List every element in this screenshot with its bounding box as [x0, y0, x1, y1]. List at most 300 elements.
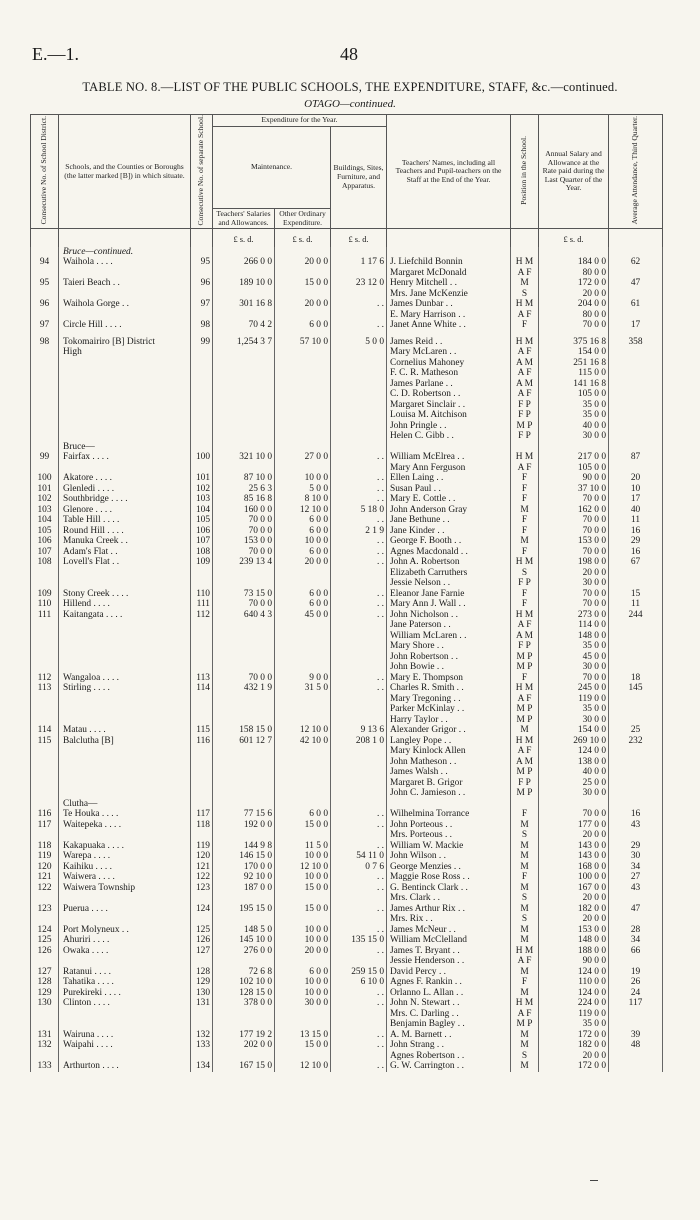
annual-salary: 30 0 0 [539, 788, 609, 799]
annual-salary: 224 0 0 [539, 998, 609, 1009]
buildings-amount [331, 310, 387, 321]
district-number: 98 [31, 337, 59, 348]
position: M [511, 820, 539, 831]
school-number: 98 [191, 320, 213, 331]
school-number [191, 310, 213, 321]
teacher-name: William W. Mackie [387, 841, 511, 852]
teacher-name: Mary Ann Ferguson [387, 463, 511, 474]
unit-annual-salary: £ s. d. [539, 229, 609, 247]
other-amount [275, 358, 331, 369]
position: S [511, 289, 539, 300]
school-number: 113 [191, 673, 213, 684]
header-teachers: Teachers' Names, including all Teachers and Pupil-teachers on the Staff at the End of the Year. [387, 115, 511, 229]
salaries-amount [213, 289, 275, 300]
other-amount: 6 0 0 [275, 320, 331, 331]
table-row [31, 610, 663, 621]
buildings-amount [331, 463, 387, 474]
other-amount [275, 463, 331, 474]
school-number: 101 [191, 473, 213, 484]
school-name [59, 431, 191, 442]
teacher-name: James Parlane . . [387, 379, 511, 390]
table-row [31, 977, 663, 988]
salaries-amount: 189 10 0 [213, 278, 275, 289]
salaries-amount: 153 0 0 [213, 536, 275, 547]
buildings-amount: 0 7 6 [331, 862, 387, 873]
other-amount [275, 568, 331, 579]
school-name: Kaitangata . . . . [59, 610, 191, 621]
school-name [59, 652, 191, 663]
teacher-name [387, 799, 511, 810]
attendance: 16 [609, 547, 663, 558]
other-amount: 20 0 0 [275, 299, 331, 310]
annual-salary: 245 0 0 [539, 683, 609, 694]
salaries-amount: 87 10 0 [213, 473, 275, 484]
salaries-amount [213, 431, 275, 442]
school-number [191, 914, 213, 925]
attendance: 48 [609, 1040, 663, 1051]
school-name: Purekireki . . . . [59, 988, 191, 999]
school-number [191, 631, 213, 642]
annual-salary: 105 0 0 [539, 389, 609, 400]
attendance [609, 389, 663, 400]
other-amount: 6 0 0 [275, 547, 331, 558]
teacher-name: Margaret B. Grigor [387, 778, 511, 789]
annual-salary: 70 0 0 [539, 599, 609, 610]
teacher-name: Jane Bethune . . [387, 515, 511, 526]
annual-salary: 20 0 0 [539, 1051, 609, 1062]
position: F P [511, 400, 539, 411]
position: A M [511, 358, 539, 369]
salaries-amount [213, 631, 275, 642]
position: H M [511, 610, 539, 621]
school-name [59, 746, 191, 757]
annual-salary: 35 0 0 [539, 641, 609, 652]
attendance: 117 [609, 998, 663, 1009]
annual-salary: 167 0 0 [539, 883, 609, 894]
teacher-name: John Bowie . . [387, 662, 511, 673]
salaries-amount [213, 830, 275, 841]
annual-salary: 143 0 0 [539, 841, 609, 852]
buildings-amount: . . [331, 589, 387, 600]
buildings-amount: . . [331, 484, 387, 495]
buildings-amount [331, 830, 387, 841]
table-row [31, 799, 663, 810]
attendance [609, 788, 663, 799]
table-row [31, 673, 663, 684]
school-name [59, 1019, 191, 1030]
salaries-amount: 70 0 0 [213, 515, 275, 526]
other-amount [275, 914, 331, 925]
attendance [609, 247, 663, 258]
district-number [31, 368, 59, 379]
table-row [31, 788, 663, 799]
school-name [59, 368, 191, 379]
district-number [31, 799, 59, 810]
school-name [59, 268, 191, 279]
school-name: Kakapuaka . . . . [59, 841, 191, 852]
salaries-amount [213, 757, 275, 768]
teacher-name: John Nicholson . . [387, 610, 511, 621]
annual-salary: 182 0 0 [539, 904, 609, 915]
teacher-name: William McElrea . . [387, 452, 511, 463]
teacher-name: Elizabeth Carruthers [387, 568, 511, 579]
teacher-name: John Strang . . [387, 1040, 511, 1051]
school-number: 95 [191, 257, 213, 268]
district-number [31, 347, 59, 358]
annual-salary [539, 799, 609, 810]
teacher-name: James Arthur Rix . . [387, 904, 511, 915]
position: M P [511, 704, 539, 715]
school-number [191, 715, 213, 726]
attendance: 61 [609, 299, 663, 310]
table-row [31, 694, 663, 705]
district-number [31, 757, 59, 768]
district-number [31, 289, 59, 300]
teacher-name: Ellen Laing . . [387, 473, 511, 484]
school-name: Waihola . . . . [59, 257, 191, 268]
attendance: 16 [609, 809, 663, 820]
school-name [59, 631, 191, 642]
attendance [609, 578, 663, 589]
salaries-amount: 640 4 3 [213, 610, 275, 621]
school-name [59, 715, 191, 726]
attendance: 29 [609, 536, 663, 547]
attendance: 29 [609, 841, 663, 852]
buildings-amount: 54 11 0 [331, 851, 387, 862]
position: F P [511, 641, 539, 652]
teacher-name: Janet Anne White . . [387, 320, 511, 331]
position: M [511, 967, 539, 978]
annual-salary: 177 0 0 [539, 820, 609, 831]
position: H M [511, 557, 539, 568]
attendance [609, 442, 663, 453]
table-row [31, 473, 663, 484]
attendance [609, 757, 663, 768]
other-amount [275, 799, 331, 810]
buildings-amount: . . [331, 599, 387, 610]
position: F P [511, 410, 539, 421]
school-name: Tokomairiro [B] District [59, 337, 191, 348]
district-number: 100 [31, 473, 59, 484]
other-amount [275, 778, 331, 789]
buildings-amount: . . [331, 610, 387, 621]
table-subtitle: OTAGO—continued. [304, 98, 396, 110]
attendance: 17 [609, 494, 663, 505]
school-number [191, 778, 213, 789]
school-number [191, 289, 213, 300]
table-row [31, 830, 663, 841]
table-row [31, 841, 663, 852]
other-amount [275, 1051, 331, 1062]
buildings-amount [331, 893, 387, 904]
other-amount: 9 0 0 [275, 673, 331, 684]
table-row [31, 820, 663, 831]
attendance [609, 1061, 663, 1072]
school-number: 115 [191, 725, 213, 736]
other-amount: 15 0 0 [275, 883, 331, 894]
other-amount [275, 746, 331, 757]
salaries-amount [213, 746, 275, 757]
table-row [31, 1030, 663, 1041]
teacher-name: G. Bentinck Clark . . [387, 883, 511, 894]
other-amount: 45 0 0 [275, 610, 331, 621]
school-name: Owaka . . . . [59, 946, 191, 957]
position: F [511, 494, 539, 505]
annual-salary: 269 10 0 [539, 736, 609, 747]
district-number [31, 358, 59, 369]
school-name: High [59, 347, 191, 358]
teacher-name: C. D. Robertson . . [387, 389, 511, 400]
school-name: Bruce— [59, 442, 191, 453]
table-row [31, 463, 663, 474]
salaries-amount: 177 19 2 [213, 1030, 275, 1041]
other-amount: 10 0 0 [275, 925, 331, 936]
school-name: Puerua . . . . [59, 904, 191, 915]
annual-salary: 375 16 8 [539, 337, 609, 348]
position: A M [511, 757, 539, 768]
district-number [31, 694, 59, 705]
school-number [191, 410, 213, 421]
district-number: 120 [31, 862, 59, 873]
buildings-amount [331, 641, 387, 652]
position: M P [511, 421, 539, 432]
school-name [59, 914, 191, 925]
buildings-amount [331, 914, 387, 925]
attendance: 43 [609, 883, 663, 894]
annual-salary: 70 0 0 [539, 320, 609, 331]
district-number: 116 [31, 809, 59, 820]
salaries-amount: 202 0 0 [213, 1040, 275, 1051]
district-number: 127 [31, 967, 59, 978]
school-number [191, 463, 213, 474]
district-number: 128 [31, 977, 59, 988]
school-name: Akatore . . . . [59, 473, 191, 484]
district-number: 115 [31, 736, 59, 747]
other-amount: 12 10 0 [275, 1061, 331, 1072]
teacher-name [387, 247, 511, 258]
buildings-amount: . . [331, 536, 387, 547]
other-amount: 12 10 0 [275, 862, 331, 873]
position: M P [511, 767, 539, 778]
position [511, 247, 539, 258]
position: A M [511, 379, 539, 390]
teacher-name: John Wilson . . [387, 851, 511, 862]
attendance: 66 [609, 946, 663, 957]
table-row [31, 358, 663, 369]
table-row [31, 904, 663, 915]
salaries-amount: 160 0 0 [213, 505, 275, 516]
attendance: 67 [609, 557, 663, 568]
district-number: 112 [31, 673, 59, 684]
buildings-amount [331, 1051, 387, 1062]
table-row [31, 268, 663, 279]
attendance [609, 1051, 663, 1062]
teacher-name: John A. Robertson [387, 557, 511, 568]
other-amount: 6 0 0 [275, 589, 331, 600]
table-header [31, 115, 663, 247]
school-number: 111 [191, 599, 213, 610]
other-amount: 30 0 0 [275, 998, 331, 1009]
salaries-amount: 72 6 8 [213, 967, 275, 978]
school-number [191, 652, 213, 663]
salaries-amount: 148 5 0 [213, 925, 275, 936]
buildings-amount: . . [331, 872, 387, 883]
table-row [31, 778, 663, 789]
teacher-name: Wilhelmina Torrance [387, 809, 511, 820]
table-row [31, 289, 663, 300]
school-number: 108 [191, 547, 213, 558]
annual-salary: 70 0 0 [539, 589, 609, 600]
other-amount: 20 0 0 [275, 946, 331, 957]
annual-salary: 182 0 0 [539, 1040, 609, 1051]
salaries-amount: 70 4 2 [213, 320, 275, 331]
school-name [59, 379, 191, 390]
school-number [191, 389, 213, 400]
school-number: 114 [191, 683, 213, 694]
attendance: 43 [609, 820, 663, 831]
buildings-amount: . . [331, 820, 387, 831]
teacher-name: James T. Bryant . . [387, 946, 511, 957]
unit-other: £ s. d. [275, 229, 331, 247]
teacher-name: Jessie Nelson . . [387, 578, 511, 589]
salaries-amount [213, 778, 275, 789]
table-row [31, 526, 663, 537]
school-number [191, 442, 213, 453]
school-number: 123 [191, 883, 213, 894]
position: M [511, 1030, 539, 1041]
attendance: 17 [609, 320, 663, 331]
other-amount [275, 631, 331, 642]
school-number: 134 [191, 1061, 213, 1072]
school-name: Waipahi . . . . [59, 1040, 191, 1051]
school-number [191, 431, 213, 442]
other-amount: 57 10 0 [275, 337, 331, 348]
other-amount: 10 0 0 [275, 872, 331, 883]
annual-salary: 30 0 0 [539, 431, 609, 442]
position: M [511, 904, 539, 915]
school-name [59, 620, 191, 631]
header-expenditure: Expenditure for the Year. [213, 115, 387, 127]
other-amount: 6 0 0 [275, 967, 331, 978]
annual-salary: 143 0 0 [539, 851, 609, 862]
table-row [31, 547, 663, 558]
salaries-amount [213, 389, 275, 400]
school-number: 102 [191, 484, 213, 495]
salaries-amount [213, 914, 275, 925]
annual-salary: 172 0 0 [539, 1061, 609, 1072]
table-row [31, 746, 663, 757]
district-number: 109 [31, 589, 59, 600]
attendance: 24 [609, 988, 663, 999]
teacher-name: John Matheson . . [387, 757, 511, 768]
teacher-name: Parker McKinlay . . [387, 704, 511, 715]
table-row [31, 557, 663, 568]
table-row [31, 368, 663, 379]
salaries-amount: 70 0 0 [213, 673, 275, 684]
district-number: 125 [31, 935, 59, 946]
school-name: Waitepeka . . . . [59, 820, 191, 831]
school-number [191, 662, 213, 673]
buildings-amount: . . [331, 883, 387, 894]
position: M [511, 725, 539, 736]
other-amount [275, 379, 331, 390]
district-number: 99 [31, 452, 59, 463]
attendance [609, 620, 663, 631]
buildings-amount: 5 18 0 [331, 505, 387, 516]
position: A F [511, 746, 539, 757]
attendance [609, 767, 663, 778]
school-name: Matau . . . . [59, 725, 191, 736]
document-reference: E.—1. [32, 44, 79, 64]
annual-salary: 124 0 0 [539, 967, 609, 978]
attendance [609, 694, 663, 705]
district-number [31, 400, 59, 411]
school-number: 125 [191, 925, 213, 936]
salaries-amount: 321 10 0 [213, 452, 275, 463]
buildings-amount: 9 13 6 [331, 725, 387, 736]
unit-salaries: £ s. d. [213, 229, 275, 247]
table-row [31, 1040, 663, 1051]
school-name: Adam's Flat . . [59, 547, 191, 558]
position: A F [511, 956, 539, 967]
annual-salary: 119 0 0 [539, 694, 609, 705]
school-name: Te Houka . . . . [59, 809, 191, 820]
annual-salary: 217 0 0 [539, 452, 609, 463]
salaries-amount: 158 15 0 [213, 725, 275, 736]
page-mark [590, 1180, 598, 1181]
school-name: Lovell's Flat . . [59, 557, 191, 568]
table-row [31, 505, 663, 516]
school-name: Southbridge . . . . [59, 494, 191, 505]
position: A M [511, 631, 539, 642]
teacher-name: Margaret McDonald [387, 268, 511, 279]
school-name: Round Hill . . . . [59, 526, 191, 537]
teacher-name: James Reid . . [387, 337, 511, 348]
position: M [511, 851, 539, 862]
school-name: Fairfax . . . . [59, 452, 191, 463]
other-amount [275, 641, 331, 652]
salaries-amount: 102 10 0 [213, 977, 275, 988]
district-number [31, 914, 59, 925]
table-row [31, 683, 663, 694]
district-number [31, 830, 59, 841]
annual-salary: 30 0 0 [539, 715, 609, 726]
annual-salary: 35 0 0 [539, 400, 609, 411]
header-schools: Schools, and the Counties or Boroughs (the latter marked [B]) in which situate. [59, 115, 191, 229]
school-number [191, 347, 213, 358]
district-number [31, 421, 59, 432]
table-row [31, 883, 663, 894]
attendance: 47 [609, 278, 663, 289]
table-row [31, 589, 663, 600]
teacher-name: Orlanno L. Allan . . [387, 988, 511, 999]
salaries-amount [213, 379, 275, 390]
table-row [31, 278, 663, 289]
school-number: 126 [191, 935, 213, 946]
school-number [191, 694, 213, 705]
school-name [59, 830, 191, 841]
school-number: 109 [191, 557, 213, 568]
attendance [609, 463, 663, 474]
teacher-name: Mary Kinlock Allen [387, 746, 511, 757]
teacher-name: Maggie Rose Ross . . [387, 872, 511, 883]
annual-salary: 35 0 0 [539, 410, 609, 421]
salaries-amount [213, 799, 275, 810]
header-buildings: Buildings, Sites, Furniture, and Apparatus. [331, 126, 387, 229]
position: S [511, 568, 539, 579]
page-header [32, 44, 672, 68]
buildings-amount: . . [331, 1040, 387, 1051]
